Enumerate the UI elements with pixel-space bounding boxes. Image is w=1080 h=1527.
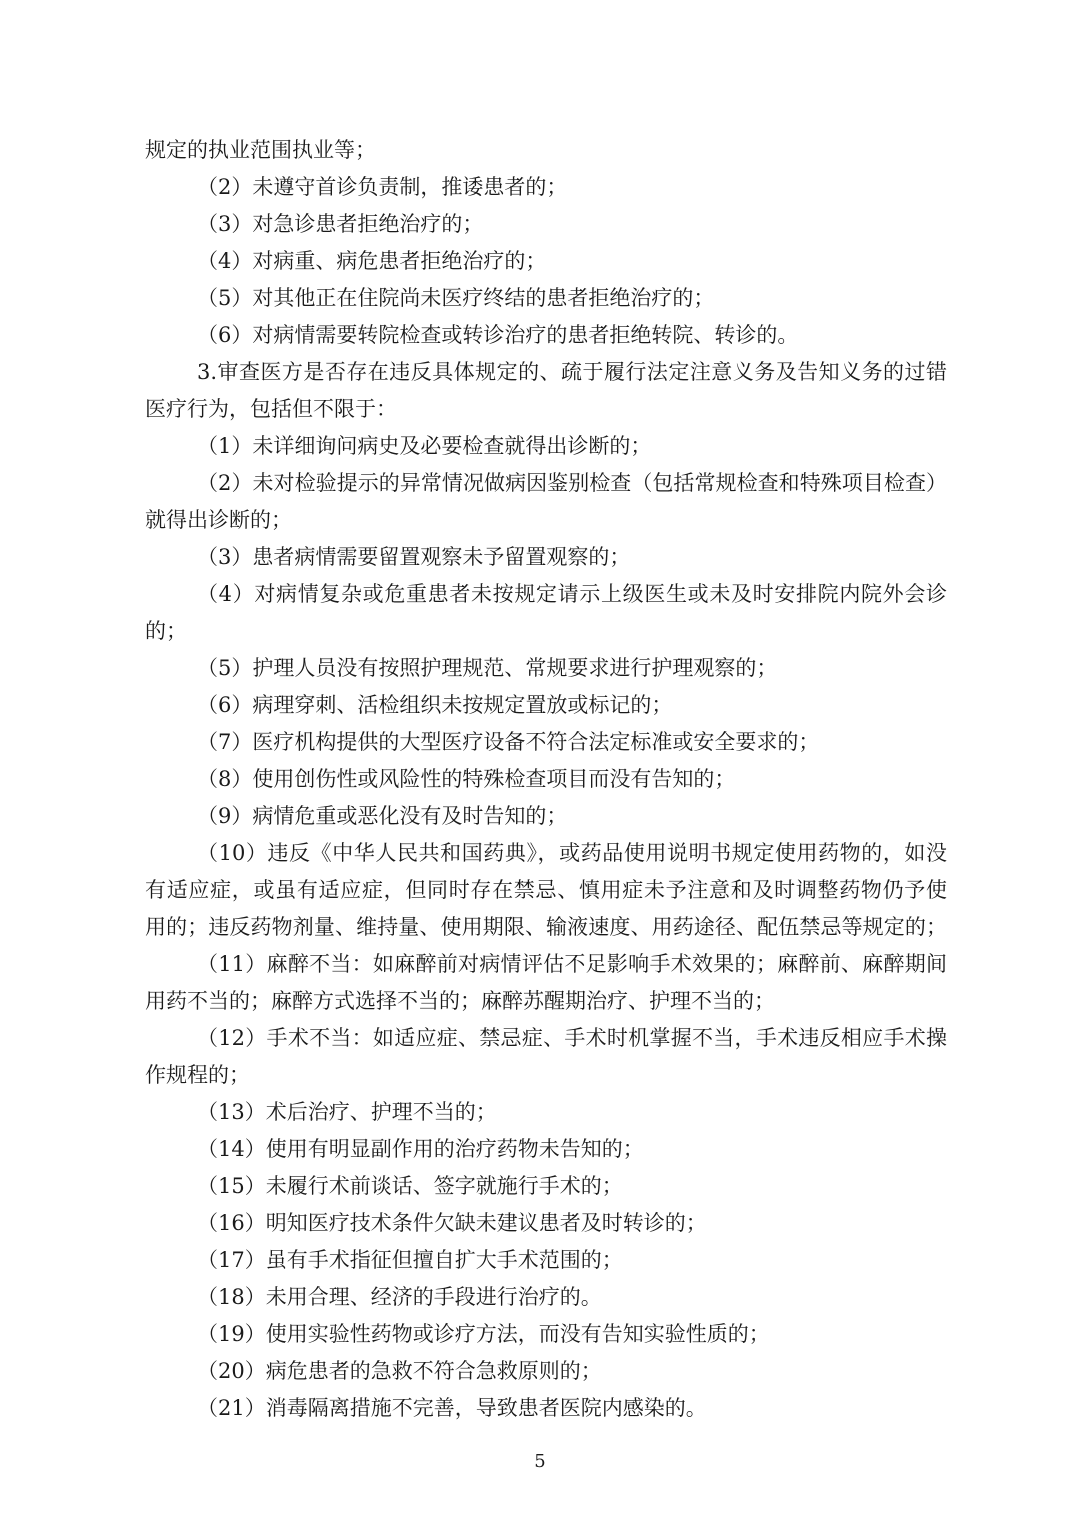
text-line-7: 3.审查医方是否存在违反具体规定的、疏于履行法定注意义务及告知义务的过错 — [197, 360, 947, 384]
text-line-29: （15）未履行术前谈话、签字就施行手术的； — [197, 1174, 623, 1198]
text-line-11: 就得出诊断的； — [145, 508, 292, 532]
text-line-26: 作规程的； — [145, 1063, 250, 1087]
text-line-15: （5）护理人员没有按照护理规范、常规要求进行护理观察的； — [197, 656, 778, 680]
text-line-9: （1）未详细询问病史及必要检查就得出诊断的； — [197, 434, 652, 458]
text-line-4: （4）对病重、病危患者拒绝治疗的； — [197, 249, 547, 273]
text-line-22: 用的；违反药物剂量、维持量、使用期限、输液速度、用药途径、配伍禁忌等规定的； — [145, 915, 947, 939]
text-line-27: （13）术后治疗、护理不当的； — [197, 1100, 497, 1124]
text-line-18: （8）使用创伤性或风险性的特殊检查项目而没有告知的； — [197, 767, 736, 791]
text-line-35: （21）消毒隔离措施不完善，导致患者医院内感染的。 — [197, 1396, 707, 1420]
text-line-34: （20）病危患者的急救不符合急救原则的； — [197, 1359, 602, 1383]
text-line-24: 用药不当的；麻醉方式选择不当的；麻醉苏醒期治疗、护理不当的； — [145, 989, 775, 1013]
text-line-17: （7）医疗机构提供的大型医疗设备不符合法定标准或安全要求的； — [197, 730, 820, 754]
text-line-10: （2）未对检验提示的异常情况做病因鉴别检查（包括常规检查和特殊项目检查） — [197, 471, 947, 495]
text-line-2: （2）未遵守首诊负责制，推诿患者的； — [197, 175, 568, 199]
text-line-33: （19）使用实验性药物或诊疗方法，而没有告知实验性质的； — [197, 1322, 770, 1346]
text-line-19: （9）病情危重或恶化没有及时告知的； — [197, 804, 568, 828]
text-line-23: （11）麻醉不当：如麻醉前对病情评估不足影响手术效果的；麻醉前、麻醉期间 — [197, 952, 947, 976]
text-line-32: （18）未用合理、经济的手段进行治疗的。 — [197, 1285, 602, 1309]
text-line-14: 的； — [145, 619, 187, 643]
text-line-12: （3）患者病情需要留置观察未予留置观察的； — [197, 545, 631, 569]
text-line-1: 规定的执业范围执业等； — [145, 138, 376, 162]
page-number: 5 — [534, 1451, 546, 1472]
text-line-16: （6）病理穿刺、活检组织未按规定置放或标记的； — [197, 693, 673, 717]
text-line-21: 有适应症，或虽有适应症，但同时存在禁忌、慎用症未予注意和及时调整药物仍予使 — [145, 878, 947, 902]
text-line-13: （4）对病情复杂或危重患者未按规定请示上级医生或未及时安排院内院外会诊 — [197, 582, 947, 606]
text-line-25: （12）手术不当：如适应症、禁忌症、手术时机掌握不当，手术违反相应手术操 — [197, 1026, 947, 1050]
text-line-5: （5）对其他正在住院尚未医疗终结的患者拒绝治疗的； — [197, 286, 715, 310]
text-line-31: （17）虽有手术指征但擅自扩大手术范围的； — [197, 1248, 623, 1272]
text-line-20: （10）违反《中华人民共和国药典》，或药品使用说明书规定使用药物的，如没 — [197, 841, 947, 865]
text-line-3: （3）对急诊患者拒绝治疗的； — [197, 212, 484, 236]
text-line-6: （6）对病情需要转院检查或转诊治疗的患者拒绝转院、转诊的。 — [197, 323, 799, 347]
text-line-28: （14）使用有明显副作用的治疗药物未告知的； — [197, 1137, 644, 1161]
body-text — [145, 132, 947, 1427]
text-line-8: 医疗行为，包括但不限于： — [145, 397, 397, 421]
text-line-30: （16）明知医疗技术条件欠缺未建议患者及时转诊的； — [197, 1211, 707, 1235]
